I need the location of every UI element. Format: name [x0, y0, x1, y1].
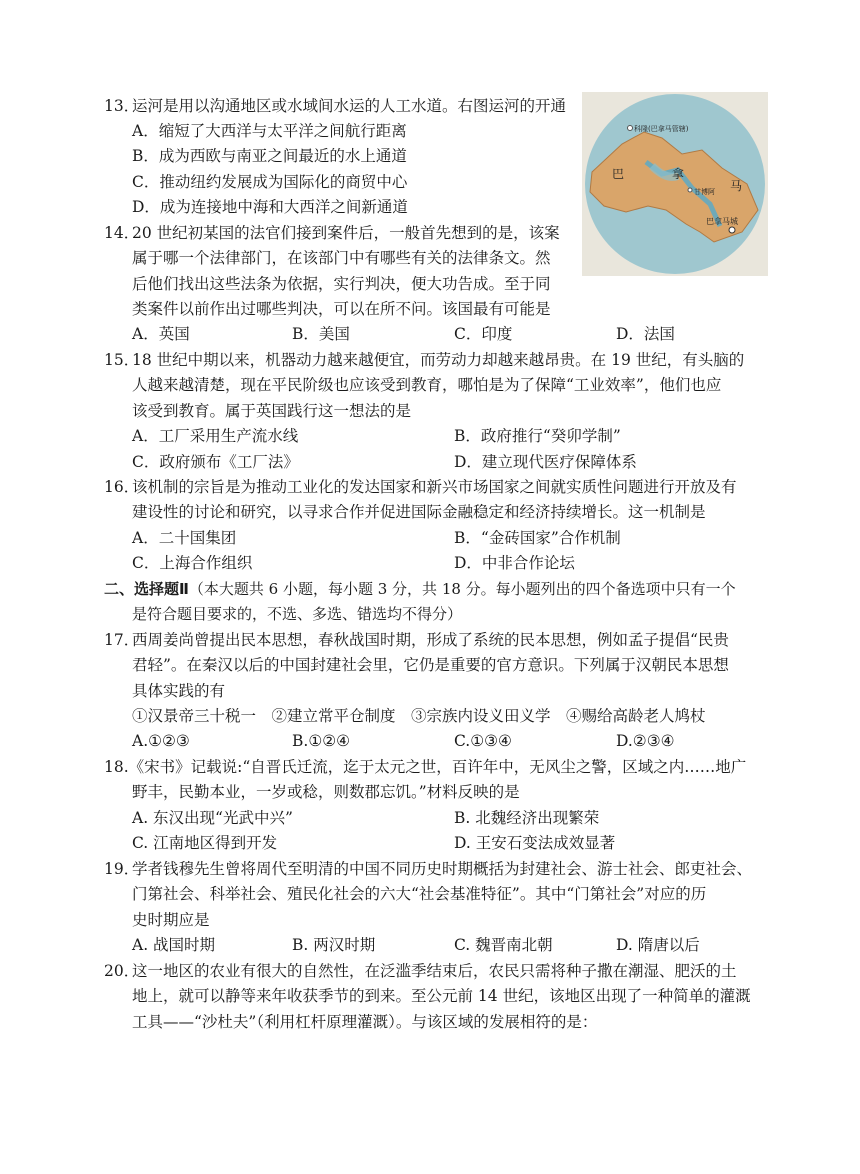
question-stem-line: 君轻”。在秦汉以后的中国封建社会里，它仍是重要的官方意识。下列属于汉朝民本思想 — [132, 656, 729, 674]
option-c: C．推动纽约发展成为国际化的商贸中心 — [132, 173, 408, 191]
question-stem-line: 人越来越清楚，现在平民阶级也应该受到教育，哪怕是为了保障“工业效率”，他们也应 — [132, 376, 722, 394]
option-b: B. 两汉时期 — [292, 936, 376, 954]
section-note-line-2: 是符合题目要求的，不选、多选、错选均不得分） — [132, 605, 463, 623]
gatun-marker — [688, 188, 692, 192]
label-ba: 巴 — [612, 167, 625, 181]
question-stem-line: 该机制的宗旨是为推动工业化的发达国家和新兴市场国家之间就实质性问题进行开放及有 — [132, 478, 737, 496]
question-stem-line: 野丰，民勤本业，一岁或稔，则数郡忘饥。”材料反映的是 — [132, 783, 520, 801]
map-graphic — [582, 92, 768, 276]
option-a: A．二十国集团 — [132, 529, 237, 547]
option-b: B．“金砖国家”合作机制 — [454, 529, 621, 547]
question-stem-line: 18 世纪中期以来，机器动力越来越便宜，而劳动力却越来越昂贵。在 19 世纪，有头脑的 — [132, 351, 745, 369]
option-b: B.①②④ — [292, 732, 351, 750]
question-stem-line: 该受到教育。属于英国践行这一想法的是 — [132, 402, 412, 420]
question-number: 14． — [104, 224, 140, 242]
option-a: A. 东汉出现“光武中兴” — [132, 809, 293, 827]
question-stem-line: 属于哪一个法律部门，在该部门中有哪些有关的法律条文。然 — [132, 249, 551, 267]
question-stem-line: 学者钱穆先生曾将周代至明清的中国不同历史时期概括为封建社会、游士社会、郎吏社会、 — [132, 860, 753, 878]
colon-marker — [628, 126, 633, 131]
question-stem-line: 西周姜尚曾提出民本思想，春秋战国时期，形成了系统的民本思想，例如孟子提倡“民贵 — [132, 631, 729, 649]
label-ma: 马 — [730, 179, 743, 193]
option-c: C．上海合作组织 — [132, 554, 253, 572]
question-items: ①汉景帝三十税一 ②建立常平仓制度 ③宗族内设义田义学 ④赐给高龄老人鸠杖 — [132, 707, 706, 725]
label-na: 拿 — [672, 167, 685, 181]
option-c: C.①③④ — [454, 732, 512, 750]
label-city: 巴拿马城 — [706, 217, 738, 226]
question-stem-line: 地上，就可以静等来年收获季节的到来。至公元前 14 世纪，该地区出现了一种简单的灌溉 — [132, 987, 751, 1005]
option-a: A.①②③ — [132, 732, 190, 750]
option-d: D．中非合作论坛 — [454, 554, 575, 572]
section-title-line — [104, 579, 736, 599]
city-marker — [729, 227, 735, 233]
option-c: C. 江南地区得到开发 — [132, 834, 278, 852]
option-d: D. 王安石变法成效显著 — [454, 834, 616, 852]
option-d: D.②③④ — [616, 732, 675, 750]
question-stem-line: 具体实践的有 — [132, 682, 226, 700]
option-c: C．政府颁布《工厂法》 — [132, 453, 299, 471]
question-stem-line: 这一地区的农业有很大的自然性，在泛滥季结束后，农民只需将种子撒在潮湿、肥沃的土 — [132, 962, 737, 980]
question-stem-line: 类案件以前作出过哪些判决，可以在所不问。该国最有可能是 — [132, 300, 551, 318]
question-number: 20． — [104, 962, 140, 980]
option-c: C. 魏晋南北朝 — [454, 936, 553, 954]
question-number: 15． — [104, 351, 140, 369]
option-b: B. 北魏经济出现繁荣 — [454, 809, 600, 827]
label-gatun: 甘博阿 — [694, 188, 715, 196]
option-c: C．印度 — [454, 325, 513, 343]
option-a: A．缩短了大西洋与太平洋之间航行距离 — [132, 122, 407, 140]
panama-canal-map — [582, 92, 768, 276]
question-stem-line: 后他们找出这些法条为依据，实行判决，便大功告成。至于同 — [132, 275, 551, 293]
question-number: 13． — [104, 97, 140, 115]
option-b: B．政府推行“癸卯学制” — [454, 427, 621, 445]
question-number: 16． — [104, 478, 140, 496]
section-note: （本大题共 6 小题，每小题 3 分，共 18 分。每小题列出的四个备选项中只有一个 — [188, 580, 736, 598]
option-d: D. 隋唐以后 — [616, 936, 700, 954]
option-d: D．成为连接地中海和大西洋之间新通道 — [132, 198, 408, 216]
option-a: A．工厂采用生产流水线 — [132, 427, 299, 445]
option-a: A．英国 — [132, 325, 190, 343]
question-stem-line: 18.《宋书》记载说:“自晋氏迁流，迄于太元之世，百许年中，无风尘之警，区域之内……地广 — [104, 758, 747, 776]
question-stem: 运河是用以沟通地区或水域间水运的人工水道。右图运河的开通 — [132, 97, 567, 115]
option-a: A. 战国时期 — [132, 936, 216, 954]
question-number: 17． — [104, 631, 140, 649]
question-stem-line: 门第社会、科举社会、殖民化社会的六大“社会基准特征”。其中“门第社会”对应的历 — [132, 885, 707, 903]
label-colon: 科隆(巴拿马管辖) — [634, 125, 689, 133]
question-stem-line: 建设性的讨论和研究，以寻求合作并促进国际金融稳定和经济持续增长。这一机制是 — [132, 503, 706, 521]
option-d: D．法国 — [616, 325, 675, 343]
question-stem-line: 工具——“沙杜夫”（利用杠杆原理灌溉）。与该区域的发展相符的是： — [132, 1013, 598, 1031]
question-stem-line: 史时期应是 — [132, 911, 210, 929]
option-b: B．美国 — [292, 325, 350, 343]
question-stem-line: 20 世纪初某国的法官们接到案件后，一般首先想到的是，该案 — [132, 224, 560, 242]
question-number: 19． — [104, 860, 140, 878]
section-title: 二、选择题Ⅱ — [104, 580, 189, 598]
option-d: D．建立现代医疗保障体系 — [454, 453, 637, 471]
option-b: B．成为西欧与南亚之间最近的水上通道 — [132, 147, 407, 165]
